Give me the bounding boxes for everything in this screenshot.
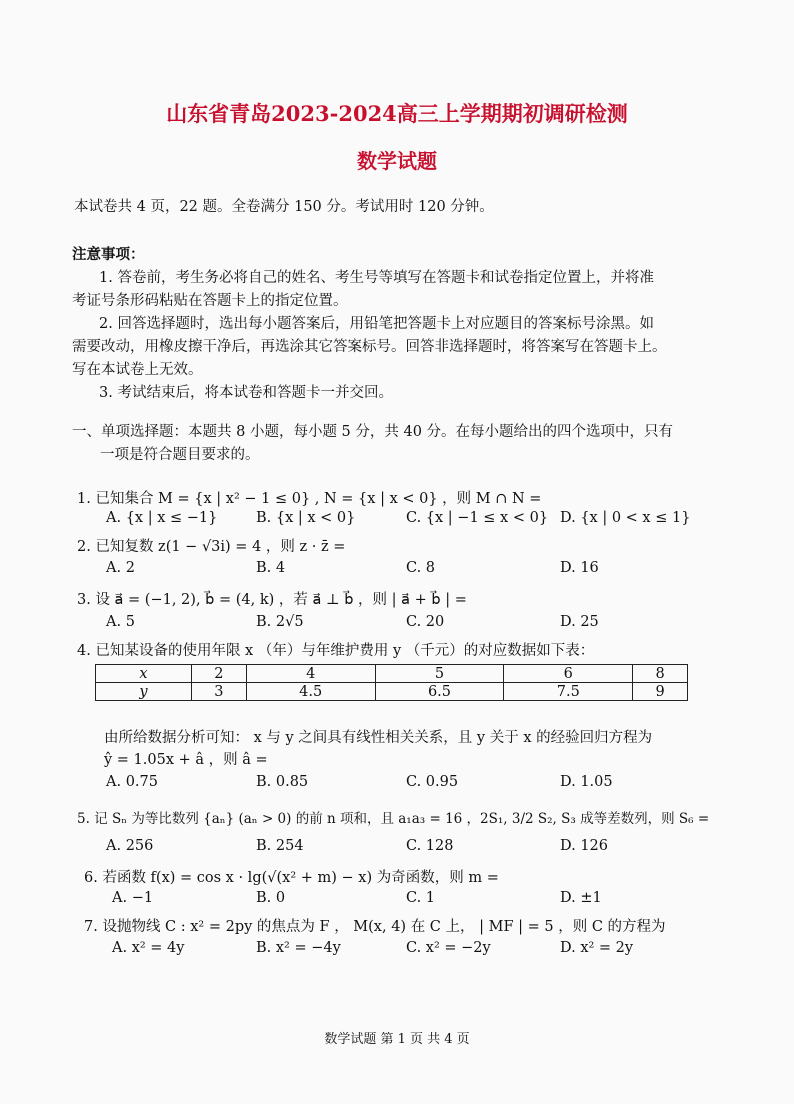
table-cell: 8 [633, 665, 688, 683]
question-6-option-a: A. −1 [112, 890, 154, 906]
table-cell: 6 [504, 665, 633, 683]
table-cell: 3 [192, 683, 247, 701]
question-3-option-a: A. 5 [106, 614, 135, 630]
question-7-stem: 7. 设抛物线 C : x² = 2py 的焦点为 F ， M(x, 4) 在 C 上， | MF | = 5 ，则 C 的方程为 [84, 919, 666, 935]
question-6-option-b: B. 0 [256, 890, 286, 906]
section-1-line-2: 一项是符合题目要求的。 [100, 447, 260, 463]
question-3-option-c: C. 20 [406, 614, 445, 630]
question-5-stem: 5. 记 Sₙ 为等比数列 {aₙ} (aₙ > 0) 的前 n 项和，且 a₁a₃ = 16 ，2S₁, 3/2 S₂, S₃ 成等差数列，则 S₆ = [77, 811, 710, 827]
question-1-option-a: A. {x | x ≤ −1} [106, 510, 218, 526]
question-2-option-c: C. 8 [406, 560, 436, 576]
notice-item-1-line-1: 1. 答卷前，考生务必将自己的姓名、考生号等填写在答题卡和试卷指定位置上，并将准 [99, 270, 654, 286]
question-4-stem: 4. 已知某设备的使用年限 x （年）与年维护费用 y （千元）的对应数据如下表： [77, 643, 595, 659]
question-2-option-b: B. 4 [256, 560, 286, 576]
question-3-stem: 3. 设 a⃗ = (−1, 2), b⃗ = (4, k) ，若 a⃗ ⊥ b⃗ ，则 | a⃗ + b⃗ | = [77, 592, 467, 608]
notice-heading: 注意事项： [72, 246, 145, 263]
table-cell: y [96, 683, 192, 701]
question-7-option-d: D. x² = 2y [560, 940, 634, 956]
table-row-y [96, 683, 688, 701]
question-2-stem: 2. 已知复数 z(1 − √3i) = 4 ，则 z · z̄ = [77, 539, 346, 555]
question-2-option-a: A. 2 [106, 560, 135, 576]
exam-title: 山东省青岛2023-2024高三上学期期初调研检测 [166, 101, 628, 126]
table-cell: 9 [633, 683, 688, 701]
notice-item-2-line-1: 2. 回答选择题时，选出每小题答案后，用铅笔把答题卡上对应题目的答案标号涂黑。如 [99, 316, 654, 332]
question-7-option-b: B. x² = −4y [256, 940, 341, 956]
notice-item-2-line-2: 需要改动，用橡皮擦干净后，再选涂其它答案标号。回答非选择题时，将答案写在答题卡上。 [72, 339, 667, 355]
table-cell: 5 [375, 665, 504, 683]
question-1-option-c: C. {x | −1 ≤ x < 0} [406, 510, 549, 526]
question-4-option-b: B. 0.85 [256, 774, 309, 790]
question-3-option-b: B. 2√5 [256, 614, 304, 630]
table-row-x [96, 665, 688, 683]
exam-subtitle: 数学试题 [357, 149, 437, 173]
question-4-data-table [95, 664, 688, 701]
notice-item-2-line-3: 写在本试卷上无效。 [72, 362, 203, 378]
section-1-line-1: 一、单项选择题：本题共 8 小题，每小题 5 分，共 40 分。在每小题给出的四个选项中，只有 [72, 424, 674, 440]
question-5-option-d: D. 126 [560, 838, 609, 854]
question-5-option-c: C. 128 [406, 838, 454, 854]
table-cell: 6.5 [375, 683, 504, 701]
table-cell: 7.5 [504, 683, 633, 701]
question-7-option-a: A. x² = 4y [112, 940, 185, 956]
table-cell: 4 [246, 665, 375, 683]
notice-item-1-line-2: 考证号条形码粘贴在答题卡上的指定位置。 [72, 293, 348, 309]
question-5-option-b: B. 254 [256, 838, 304, 854]
question-4-option-d: D. 1.05 [560, 774, 613, 790]
exam-intro: 本试卷共 4 页，22 题。全卷满分 150 分。考试用时 120 分钟。 [74, 199, 494, 215]
question-4-line-3: ŷ = 1.05x + â ，则 â = [104, 752, 268, 768]
question-5-option-a: A. 256 [106, 838, 154, 854]
table-cell: 2 [192, 665, 247, 683]
question-6-option-d: D. ±1 [560, 890, 602, 906]
page-footer: 数学试题 第 1 页 共 4 页 [324, 1032, 470, 1047]
question-4-option-a: A. 0.75 [106, 774, 158, 790]
question-1-stem: 1. 已知集合 M = {x | x² − 1 ≤ 0} , N = {x | x < 0} ，则 M ∩ N = [77, 491, 542, 507]
question-6-option-c: C. 1 [406, 890, 436, 906]
table-cell: x [96, 665, 192, 683]
question-2-option-d: D. 16 [560, 560, 599, 576]
question-7-option-c: C. x² = −2y [406, 940, 491, 956]
question-3-option-d: D. 25 [560, 614, 599, 630]
notice-item-3: 3. 考试结束后，将本试卷和答题卡一并交回。 [99, 385, 393, 401]
question-1-option-b: B. {x | x < 0} [256, 510, 356, 526]
question-1-option-d: D. {x | 0 < x ≤ 1} [560, 510, 691, 526]
question-4-option-c: C. 0.95 [406, 774, 459, 790]
table-cell: 4.5 [246, 683, 375, 701]
question-4-line-2: 由所给数据分析可知： x 与 y 之间具有线性相关关系，且 y 关于 x 的经验回归方程为 [104, 730, 653, 746]
question-6-stem: 6. 若函数 f(x) = cos x · lg(√(x² + m) − x) 为奇函数，则 m = [84, 870, 499, 886]
